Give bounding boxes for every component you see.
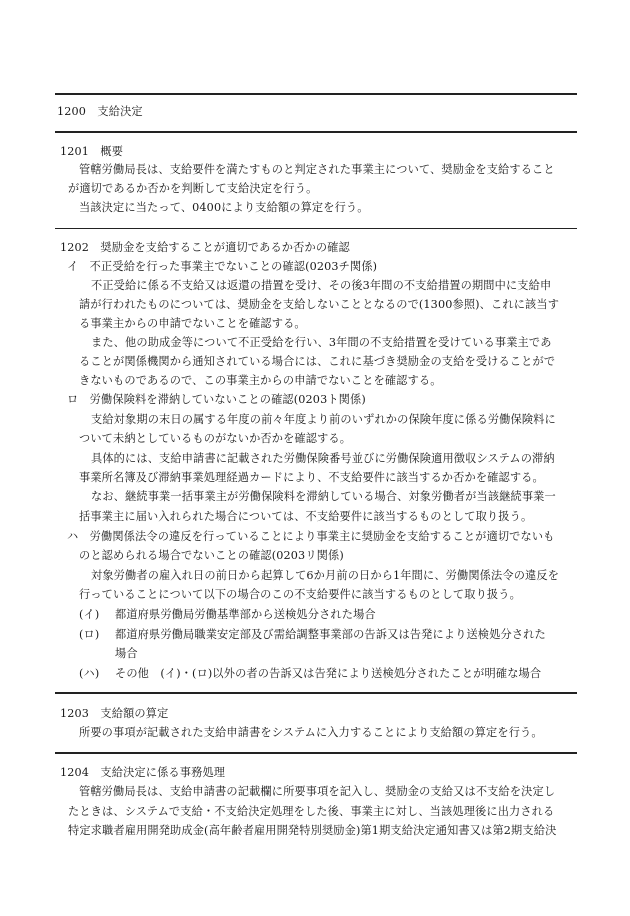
list-item-mark: (ハ)	[79, 667, 100, 680]
paragraph-line: ついて未納としているものがないか否かを確認する。	[79, 432, 352, 445]
divider	[55, 93, 577, 95]
list-item-text: 都道府県労働局職業安定部及び需給調整事業部の告訴又は告発により送検処分された	[115, 628, 546, 641]
paragraph-line: 行っていることについて以下の場合のこの不支給要件に該当するものとして取り扱う。	[79, 588, 521, 601]
paragraph-line: 所要の事項が記載された支給申請書をシステムに入力することにより支給額の算定を行う。	[79, 726, 543, 739]
paragraph-line: 管轄労働局長は、支給申請書の記載欄に所要事項を記入し、奨励金の支給又は不支給を決定し	[79, 785, 556, 798]
paragraph-line: 当該決定に当たって、0400により支給額の算定を行う。	[79, 201, 369, 214]
divider	[55, 131, 577, 133]
section-1203-heading: 1203 支給額の算定	[60, 707, 169, 720]
list-item-text-cont: 場合	[115, 647, 138, 660]
paragraph-line: 対象労働者の雇入れ日の前日から起算して6か月前の日から1年間に、労働関係法令の違反を	[91, 569, 560, 582]
section-1201-heading: 1201 概要	[60, 145, 124, 158]
paragraph-line: る事業主からの申請でないことを確認する。	[79, 317, 306, 330]
paragraph-line: 特定求職者雇用開発助成金(高年齢者雇用開発特別奨励金)第1期支給決定通知書又は第2期支給決	[68, 824, 557, 837]
list-item-mark: (イ)	[79, 608, 100, 621]
subsection-ha-heading: ハ 労働関係法令の違反を行っていることにより事業主に奨励金を支給することが適切でないも	[67, 530, 555, 543]
section-1204-heading: 1204 支給決定に係る事務処理	[60, 766, 226, 779]
divider	[55, 228, 577, 229]
divider	[55, 752, 577, 754]
paragraph-line: 請が行われたものについては、奨励金を支給しないこととなるので(1300参照)、これに該当す	[79, 298, 560, 311]
paragraph-line: また、他の助成金等について不正受給を行い、3年間の不支給措置を受けている事業主であ	[91, 336, 552, 349]
list-item-mark: (ロ)	[79, 628, 100, 641]
paragraph-line: 具体的には、支給申請書に記載された労働保険番号並びに労働保険適用徴収システムの滞納	[91, 452, 555, 465]
subsection-i-heading: イ 不正受給を行った事業主でないことの確認(0203チ関係)	[67, 260, 378, 273]
paragraph-line: きないものであるので、この事業主からの申請でないことを確認する。	[79, 374, 442, 387]
divider	[55, 692, 577, 694]
paragraph-line: が適切であるか否かを判断して支給決定を行う。	[68, 182, 318, 195]
paragraph-line: なお、継続事業一括事業主が労働保険料を滞納している場合、対象労働者が当該継続事業一	[91, 490, 556, 503]
subsection-ha-heading-cont: のと認められる場合でないことの確認(0203リ関係)	[79, 549, 344, 562]
paragraph-line: たときは、システムで支給・不支給決定処理をした後、事業主に対し、当該処理後に出力される	[68, 805, 555, 818]
list-item-text: その他 (イ)・(ロ)以外の者の告訴又は告発により送検処分されたことが明確な場合	[115, 667, 542, 680]
list-item-text: 都道府県労働局労働基準部から送検処分された場合	[115, 608, 376, 621]
paragraph-line: 支給対象期の末日の属する年度の前々年度より前のいずれかの保険年度に係る労働保険料に	[91, 413, 556, 426]
paragraph-line: 事業所名簿及び滞納事業処理経過カードにより、不支給要件に該当するか否かを確認する。	[79, 471, 544, 484]
paragraph-line: 不正受給に係る不支給又は返還の措置を受け、その後3年間の不支給措置の期間中に支給申	[91, 279, 552, 292]
subsection-ro-heading: ロ 労働保険料を滞納していないことの確認(0203ト関係)	[67, 393, 366, 406]
paragraph-line: 括事業主に届い入れられた場合については、不支給要件に該当するものとして取り扱う。	[79, 510, 533, 523]
section-1200-title: 1200 支給決定	[57, 105, 143, 118]
paragraph-line: ることが関係機関から通知されている場合には、これに基づき奨励金の支給を受けることがで	[79, 355, 556, 368]
paragraph-line: 管轄労働局長は、支給要件を満たすものと判定された事業主について、奨励金を支給すること	[79, 163, 555, 176]
section-1202-heading: 1202 奨励金を支給することが適切であるか否かの確認	[60, 241, 350, 254]
